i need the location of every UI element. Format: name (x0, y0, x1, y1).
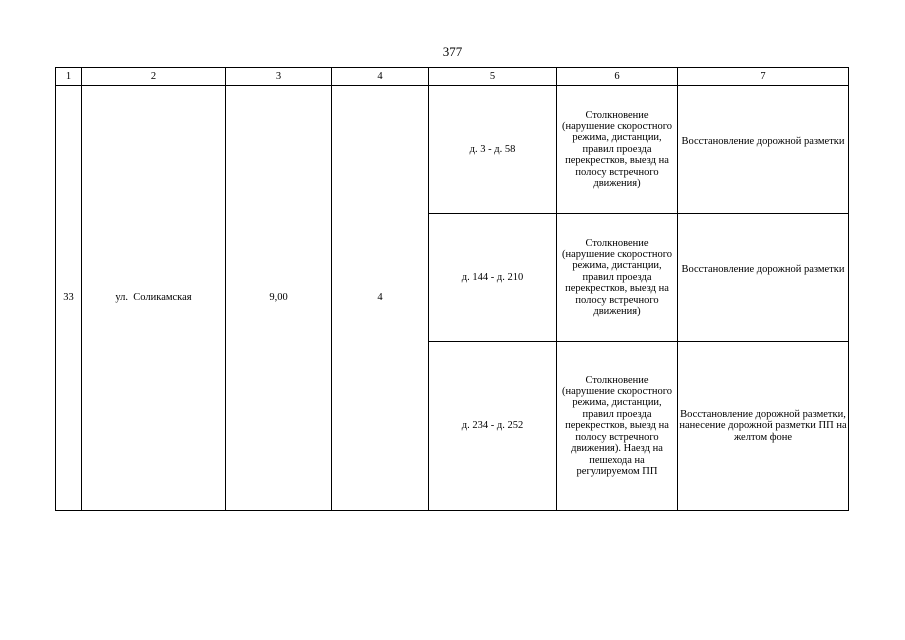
segment-measure (678, 214, 849, 342)
segment-measure-text: Восстановление дорожной разметки (681, 135, 845, 147)
segment-cause: Столкновение (нарушение скоростного режима, дистанции, правил проезда перекрестков, выезд на полосу встречного движения) (557, 214, 678, 342)
column-number-row (56, 68, 849, 86)
page-number: 377 (442, 44, 463, 59)
segment-range: д. 3 - д. 58 (429, 86, 557, 214)
street-name-text: ул. Соликамская (115, 292, 192, 304)
column-number-7: 7 (678, 68, 849, 86)
column-number-5: 5 (429, 68, 557, 86)
column-number-3: 3 (226, 68, 332, 86)
entry-value-3: 9,00 (226, 86, 332, 511)
segment-measure (678, 342, 849, 511)
street-name (82, 86, 226, 511)
segment-cause: Столкновение (нарушение скоростного режима, дистанции, правил проезда перекрестков, выезд на полосу встречного движения) (557, 86, 678, 214)
entry-value-4: 4 (332, 86, 429, 511)
segment-cause: Столкновение (нарушение скоростного режима, дистанции, правил проезда перекрестков, выезд на полосу встречного движения). Наезд на пешехода на регулируемом ПП (557, 342, 678, 511)
accident-sites-table (55, 67, 849, 511)
segment-range: д. 234 - д. 252 (429, 342, 557, 511)
segment-measure-text: Восстановление дорожной разметки (681, 263, 845, 275)
column-number-4: 4 (332, 68, 429, 86)
segment-range: д. 144 - д. 210 (429, 214, 557, 342)
table-row (56, 86, 849, 214)
segment-measure-text: Восстановление дорожной разметки, нанесение дорожной разметки ПП на желтом фоне (679, 408, 847, 443)
column-number-2: 2 (82, 68, 226, 86)
segment-measure (678, 86, 849, 214)
column-number-1: 1 (56, 68, 82, 86)
entry-number: 33 (56, 86, 82, 511)
column-number-6: 6 (557, 68, 678, 86)
